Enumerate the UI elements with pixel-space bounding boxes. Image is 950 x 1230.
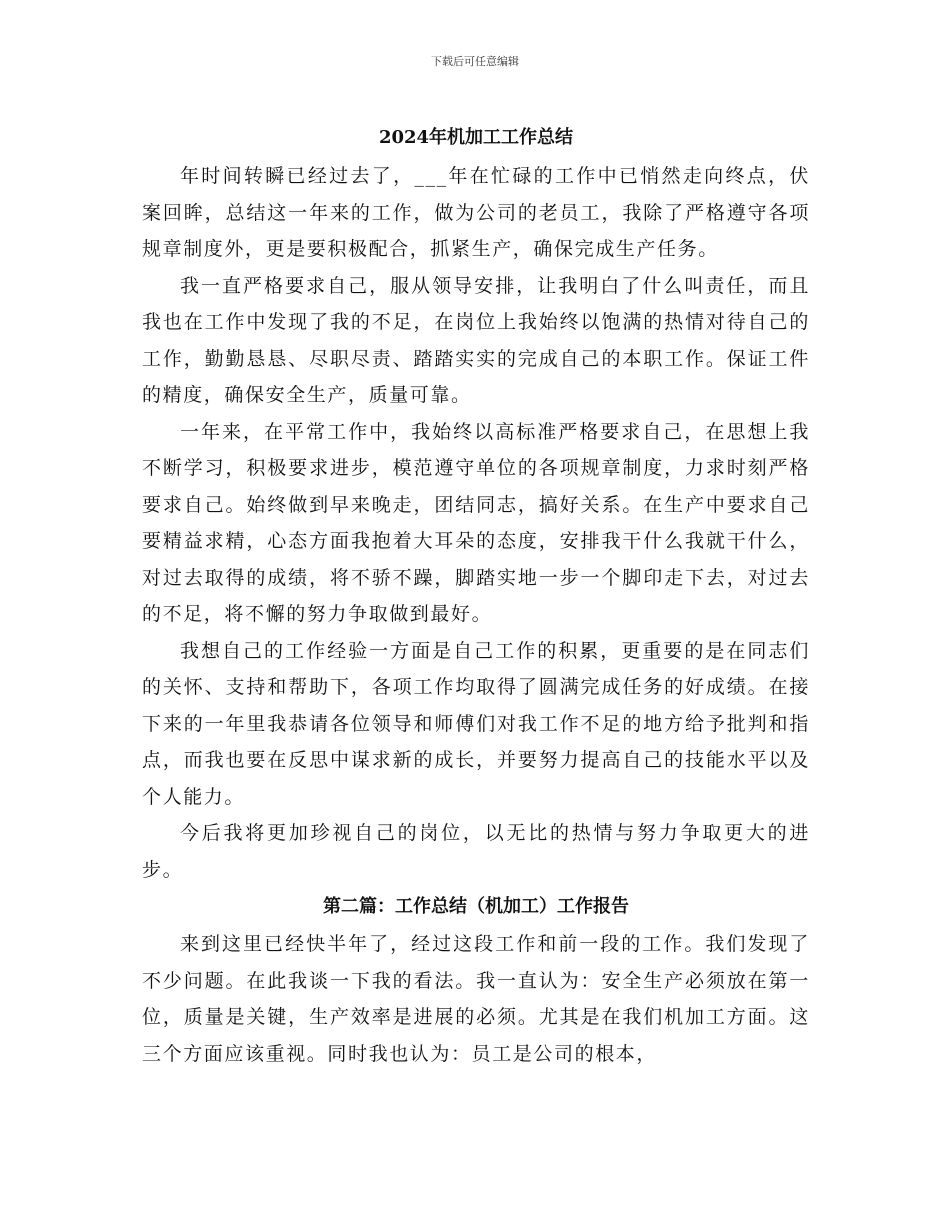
document-title: 2024年机加工工作总结 xyxy=(378,127,574,148)
paragraph: 我一直严格要求自己，服从领导安排，让我明白了什么叫责任，而且我也在工作中发现了我的不足，在岗位上我始终以饱满的热情对待自己的工作，勤勤恳恳、尽职尽责、踏踏实实的完成自己的本职工作。保证工件的精度，确保安全生产，质量可靠。 xyxy=(142,274,810,406)
section-title: 第二篇：工作总结（机加工）工作报告 xyxy=(323,896,629,917)
paragraph: 年时间转瞬已经过去了，___年在忙碌的工作中已悄然走向终点，伏案回眸，总结这一年来的工作，做为公司的老员工，我除了严格遵守各项规章制度外，更是要积极配合，抓紧生产，确保完成生产任务。 xyxy=(142,165,810,260)
paragraph: 来到这里已经快半年了，经过这段工作和前一段的工作。我们发现了不少问题。在此我谈一下我的看法。我一直认为：安全生产必须放在第一位，质量是关键，生产效率是进展的必须。尤其是在我们机加工方面。这三个方面应该重视。同时我也认为：员工是公司的根本， xyxy=(142,933,810,1065)
page-header: 下载后可任意编辑 xyxy=(431,55,519,68)
paragraph: 今后我将更加珍视自己的岗位，以无比的热情与努力争取更大的进步。 xyxy=(142,822,810,881)
paragraph: 一年来，在平常工作中，我始终以高标准严格要求自己，在思想上我不断学习，积极要求进步，模范遵守单位的各项规章制度，力求时刻严格要求自己。始终做到早来晚走，团结同志，搞好关系。在生产中要求自己要精益求精，心态方面我抱着大耳朵的态度，安排我干什么我就干什么，对过去取得的成绩，将不骄不躁，脚踏实地一步一个脚印走下去，对过去的不足，将不懈的努力争取做到最好。 xyxy=(142,420,810,625)
document-body xyxy=(142,118,810,1072)
paragraph: 我想自己的工作经验一方面是自己工作的积累，更重要的是在同志们的关怀、支持和帮助下，各项工作均取得了圆满完成任务的好成绩。在接下来的一年里我恭请各位领导和师傅们对我工作不足的地方给予批判和指点，而我也要在反思中谋求新的成长，并要努力提高自己的技能水平以及个人能力。 xyxy=(142,639,810,808)
